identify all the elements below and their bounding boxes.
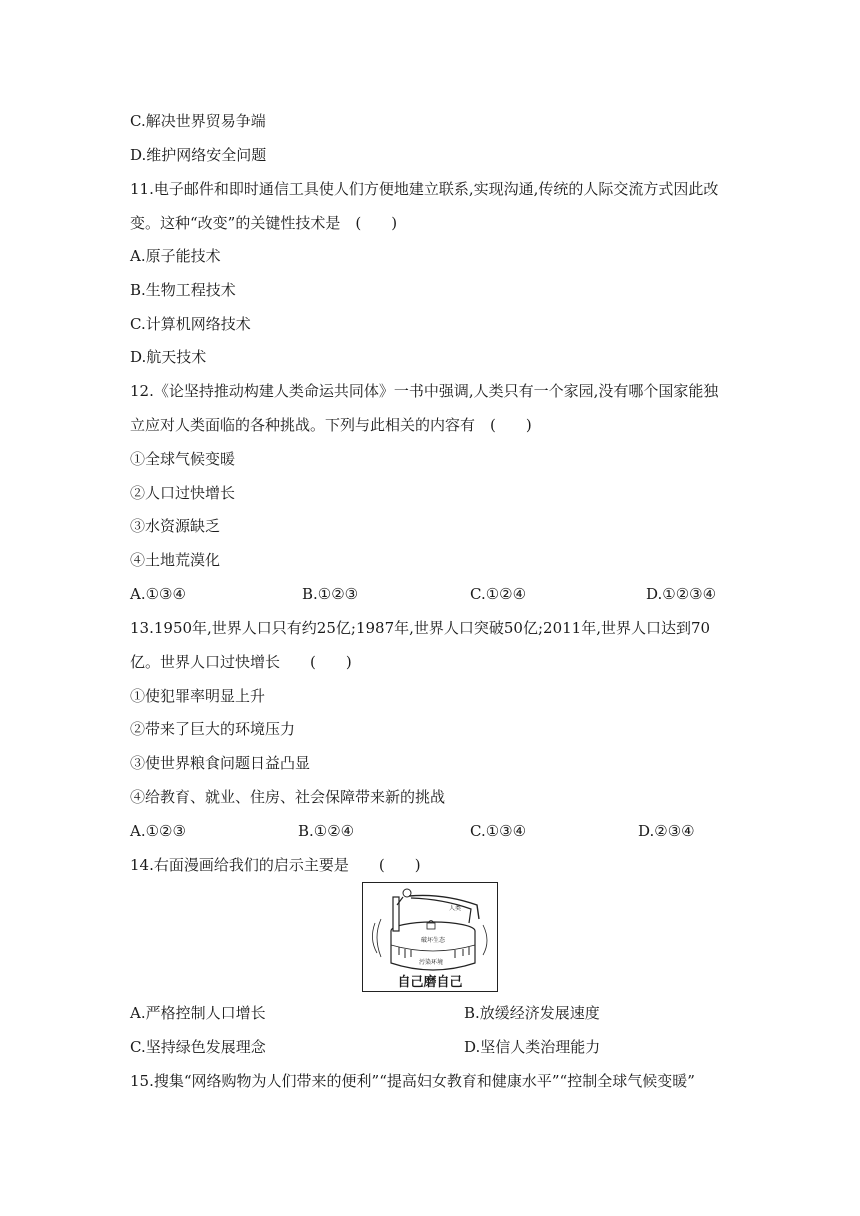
cartoon-label-human: 人类	[449, 905, 462, 912]
q13-statement-2: ②带来了巨大的环境压力	[130, 720, 296, 738]
q12-option-d: D.①②③④	[646, 585, 717, 603]
q15-stem-line1: 15.搜集“网络购物为人们带来的便利”“提高妇女教育和健康水平”“控制全球气候变暖”	[130, 1072, 695, 1090]
q13-stem-line2: 亿。世界人口过快增长 ( )	[130, 653, 352, 671]
q13-option-a: A.①②③	[130, 822, 186, 840]
q12-stem-line1: 12.《论坚持推动构建人类命运共同体》一书中强调,人类只有一个家园,没有哪个国家能独	[130, 382, 719, 400]
q14-option-d: D.坚信人类治理能力	[464, 1038, 601, 1056]
cartoon-illustration	[362, 882, 498, 992]
q12-option-c: C.①②④	[470, 585, 527, 603]
q13-option-d: D.②③④	[638, 822, 695, 840]
q12-option-a: A.①③④	[130, 585, 186, 603]
q10-option-c: C.解决世界贸易争端	[130, 112, 266, 130]
q11-option-c: C.计算机网络技术	[130, 315, 251, 333]
q11-stem-line1: 11.电子邮件和即时通信工具使人们方便地建立联系,实现沟通,传统的人际交流方式因此改	[130, 180, 719, 198]
q11-stem-line2: 变。这种“改变”的关键性技术是 ( )	[130, 214, 398, 232]
q11-option-d: D.航天技术	[130, 348, 207, 366]
q11-option-a: A.原子能技术	[130, 247, 221, 265]
q14-option-c: C.坚持绿色发展理念	[130, 1038, 266, 1056]
q13-stem-line1: 13.1950年,世界人口只有约25亿;1987年,世界人口突破50亿;2011年,世界人口达到70	[130, 619, 711, 637]
q12-stem-line2: 立应对人类面临的各种挑战。下列与此相关的内容有 ( )	[130, 416, 532, 434]
q13-statement-1: ①使犯罪率明显上升	[130, 687, 266, 705]
q13-option-b: B.①②④	[298, 822, 355, 840]
cartoon-label-env: 污染环境	[419, 959, 444, 966]
q13-option-c: C.①③④	[470, 822, 527, 840]
q11-option-b: B.生物工程技术	[130, 281, 236, 299]
q12-statement-4: ④土地荒漠化	[130, 551, 221, 569]
q12-statement-2: ②人口过快增长	[130, 484, 236, 502]
q12-option-b: B.①②③	[302, 585, 359, 603]
q10-option-d: D.维护网络安全问题	[130, 146, 267, 164]
cartoon-label-eco: 破坏生态	[421, 937, 446, 944]
q13-statement-3: ③使世界粮食问题日益凸显	[130, 754, 311, 772]
cartoon-caption: 自己磨自己	[397, 975, 463, 990]
q13-statement-4: ④给教育、就业、住房、社会保障带来新的挑战	[130, 788, 446, 806]
q14-option-a: A.严格控制人口增长	[130, 1004, 266, 1022]
q12-statement-1: ①全球气候变暖	[130, 450, 236, 468]
q14-option-b: B.放缓经济发展速度	[464, 1004, 600, 1022]
q14-stem: 14.右面漫画给我们的启示主要是 ( )	[130, 856, 421, 874]
q12-statement-3: ③水资源缺乏	[130, 517, 221, 535]
